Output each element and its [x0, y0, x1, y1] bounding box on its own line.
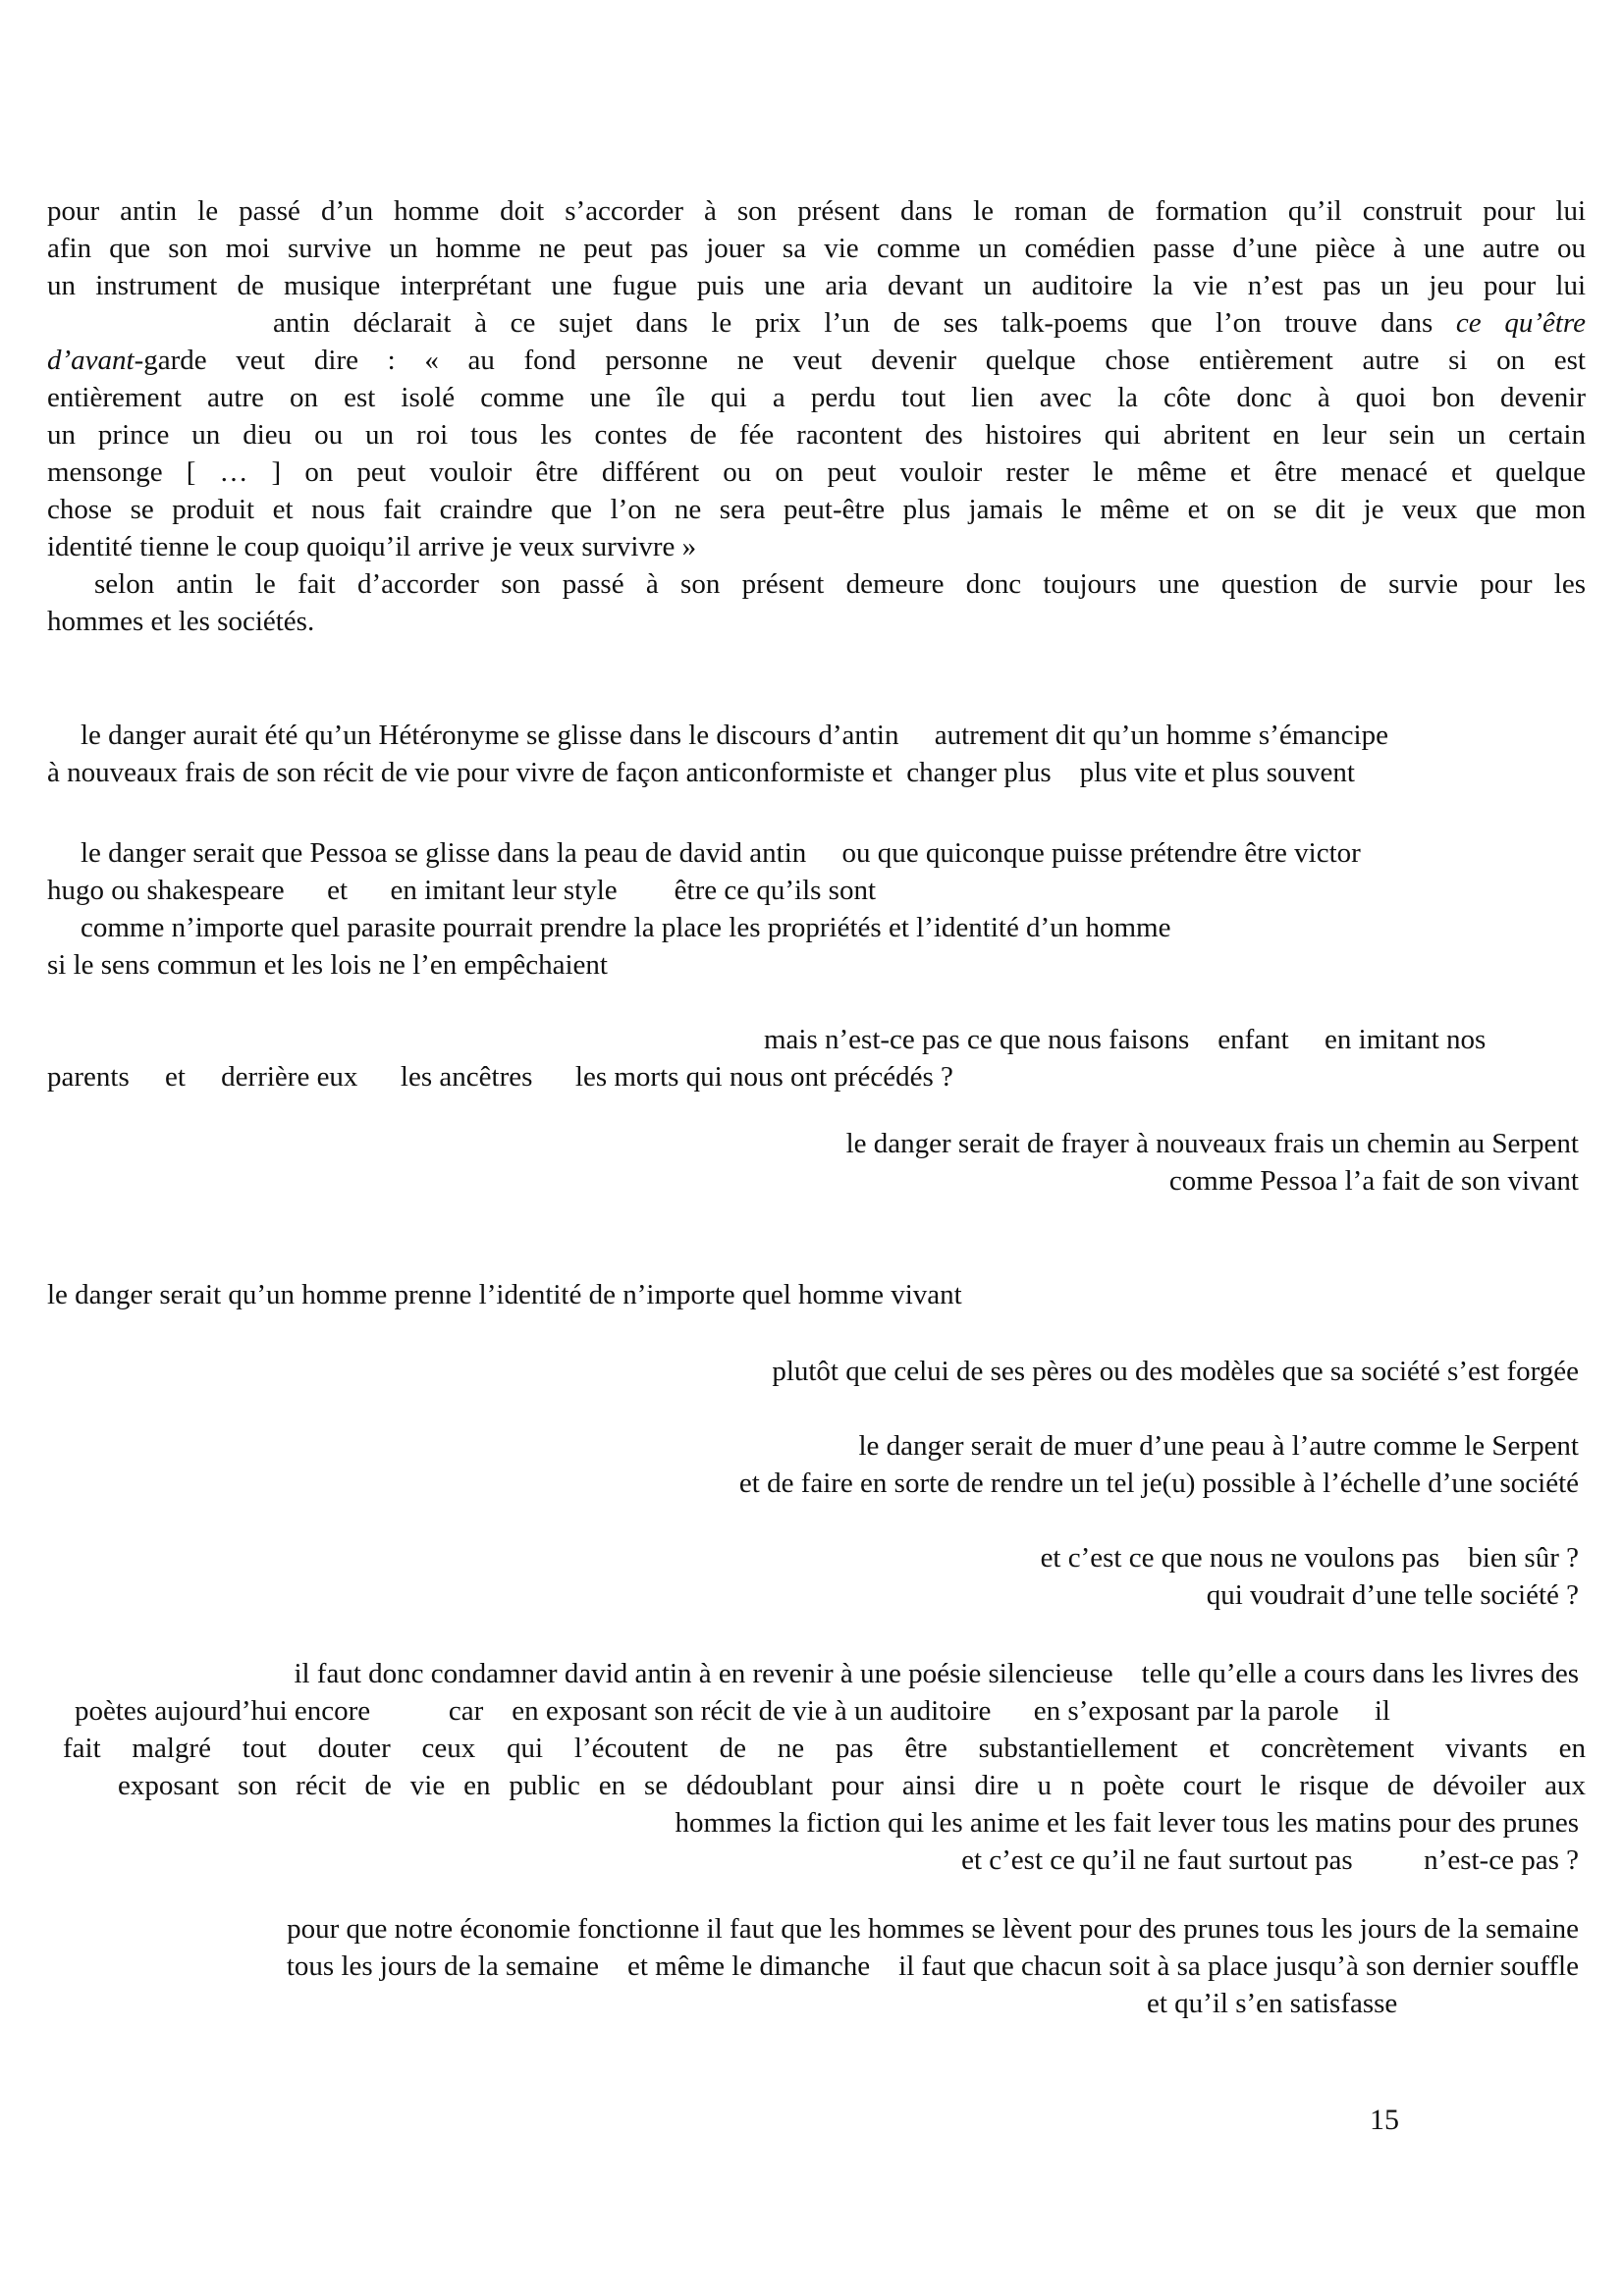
- body-text-line: et de faire en sorte de rendre un tel je(u) possible à l’échelle d’une société: [738, 1468, 1579, 1499]
- body-text-line: exposant son récit de vie en public en se dédoublant pour ainsi dire u n poète court le risque de dévoiler aux: [118, 1770, 1586, 1801]
- body-text-line: qui voudrait d’une telle société ?: [1206, 1579, 1579, 1611]
- body-text-span: -garde veut dire : « au fond personne ne veut devenir quelque chose entièrement autre si on est: [134, 345, 1586, 376]
- body-text-line: [273, 304, 1586, 342]
- body-text-line: et c’est ce qu’il ne faut surtout pas n’est-ce pas ?: [961, 1844, 1579, 1876]
- body-text-line: pour que notre économie fonctionne il faut que les hommes se lèvent pour des prunes tous les jours de la semaine: [287, 1913, 1579, 1945]
- body-text-line: poètes aujourd’hui encore car en exposant son récit de vie à un auditoire en s’exposant par la parole il: [75, 1695, 1390, 1727]
- body-text-line: fait malgré tout douter ceux qui l’écoutent de ne pas être substantiellement et concrètement vivants en: [63, 1733, 1586, 1764]
- body-text-line: chose se produit et nous fait craindre que l’on ne sera peut-être plus jamais le même et on se dit je veux que mon: [47, 494, 1586, 525]
- body-text-line: le danger serait de frayer à nouveaux frais un chemin au Serpent: [845, 1128, 1579, 1159]
- book-title-italic: ce qu’être: [1455, 307, 1587, 339]
- body-text-line: [47, 342, 1586, 379]
- body-text-line: le danger serait que Pessoa se glisse dans la peau de david antin ou que quiconque puisse prétendre être victor: [81, 837, 1361, 869]
- body-text-line: comme Pessoa l’a fait de son vivant: [1168, 1165, 1579, 1197]
- page-number: 15: [1370, 2104, 1399, 2136]
- body-text-line: identité tienne le coup quoiqu’il arrive je veux survivre »: [47, 531, 697, 562]
- body-text-line: hommes la fiction qui les anime et les fait lever tous les matins pour des prunes: [675, 1807, 1579, 1839]
- body-text-line: afin que son moi survive un homme ne peut pas jouer sa vie comme un comédien passe d’une pièce à une autre ou: [47, 233, 1586, 264]
- body-text-line: le danger aurait été qu’un Hétéronyme se glisse dans le discours d’antin autrement dit qu’un homme s’émancipe: [81, 720, 1388, 751]
- body-text-span: antin déclarait à ce sujet dans le prix l’un de ses talk-poems que l’on trouve dans: [273, 307, 1456, 339]
- body-text-line: à nouveaux frais de son récit de vie pour vivre de façon anticonformiste et changer plus plus vite et plus souvent: [47, 757, 1355, 788]
- body-text-line: comme n’importe quel parasite pourrait prendre la place les propriétés et l’identité d’un homme: [81, 912, 1171, 943]
- body-text-line: et c’est ce que nous ne voulons pas bien sûr ?: [1040, 1542, 1579, 1574]
- body-text-line: hugo ou shakespeare et en imitant leur style être ce qu’ils sont: [47, 875, 877, 906]
- body-text-line: si le sens commun et les lois ne l’en empêchaient: [47, 949, 608, 981]
- book-title-italic: d’avant: [47, 345, 135, 376]
- body-text-line: mensonge [ … ] on peut vouloir être différent ou on peut vouloir rester le même et être menacé et quelque: [47, 456, 1586, 488]
- body-text-line: un prince un dieu ou un roi tous les contes de fée racontent des histoires qui abritent en leur sein un certain: [47, 419, 1586, 451]
- body-text-line: mais n’est-ce pas ce que nous faisons enfant en imitant nos: [764, 1024, 1487, 1055]
- body-text-line: selon antin le fait d’accorder son passé à son présent demeure donc toujours une question de survie pour les: [94, 568, 1586, 600]
- body-text-line: et qu’il s’en satisfasse: [1147, 1988, 1398, 2019]
- body-text-line: hommes et les sociétés.: [47, 606, 315, 637]
- body-text-line: le danger serait qu’un homme prenne l’identité de n’importe quel homme vivant: [47, 1279, 962, 1310]
- body-text-line: il faut donc condamner david antin à en revenir à une poésie silencieuse telle qu’elle a cours dans les livres des: [294, 1658, 1579, 1689]
- body-text-line: plutôt que celui de ses pères ou des modèles que sa société s’est forgée: [772, 1356, 1579, 1387]
- body-text-line: le danger serait de muer d’une peau à l’autre comme le Serpent: [858, 1430, 1579, 1462]
- body-text-line: parents et derrière eux les ancêtres les morts qui nous ont précédés ?: [47, 1061, 953, 1093]
- body-text-line: tous les jours de la semaine et même le dimanche il faut que chacun soit à sa place jusqu’à son dernier souffle: [286, 1950, 1579, 1982]
- body-text-line: un instrument de musique interprétant une fugue puis une aria devant un auditoire la vie n’est pas un jeu pour lui: [47, 270, 1586, 301]
- body-text-line: pour antin le passé d’un homme doit s’accorder à son présent dans le roman de formation qu’il construit pour lui: [47, 195, 1586, 227]
- body-text-line: entièrement autre on est isolé comme une île qui a perdu tout lien avec la côte donc à quoi bon devenir: [47, 382, 1586, 413]
